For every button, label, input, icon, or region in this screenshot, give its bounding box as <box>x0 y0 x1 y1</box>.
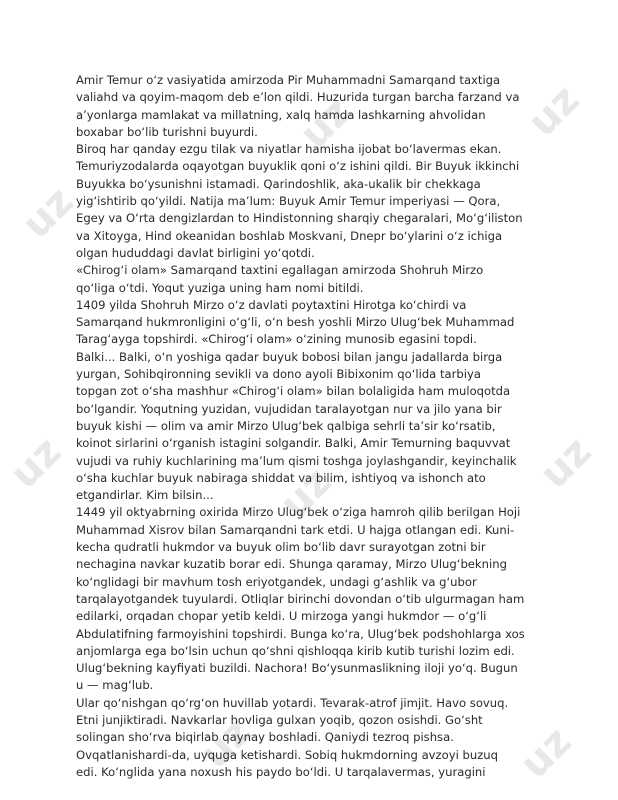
text-line: anjomlarga ega bo‘lsin uchun qo‘shni qishloqqa kirib kutib turishi lozim edi. <box>76 643 515 658</box>
paragraph <box>76 262 556 297</box>
text-line: Balki... Balki, o‘n yoshiga qadar buyuk bobosi bilan jangu jadallarda birga <box>76 349 503 364</box>
text-line: Samarqand hukmronligini o‘g‘li, o‘n besh yoshli Mirzo Ulug‘bek Muhammad <box>76 315 515 330</box>
text-line: ko‘nglidagi bir mavhum tosh eriyotgandek, undagi g‘ashlik va g‘ubor <box>76 574 477 589</box>
text-line: «Chirog‘i olam» Samarqand taxtini egallagan amirzoda Shohruh Mirzo <box>76 263 484 278</box>
paragraph <box>76 141 556 262</box>
watermark-text: uz <box>511 718 581 788</box>
text-line: Abdulatifning farmoyishini topshirdi. Bunga ko‘ra, Ulug‘bek podshohlarga xos <box>76 626 525 641</box>
text-line: 1409 yilda Shohruh Mirzo o‘z davlati poytaxtini Hirotga ko‘chirdi va <box>76 297 467 312</box>
watermark-text: uz <box>291 88 361 158</box>
text-line: a’yonlarga mamlakat va millatning, xalq hamda lashkarning ahvolidan <box>76 107 486 122</box>
text-line: buyuk kishi — olim va amir Mirzo Ulug‘bek qalbiga sehrli ta’sir ko‘rsatib, <box>76 418 496 433</box>
text-line: o‘sha kuchlar buyuk nabiraga shiddat va bilim, ishtiyoq va ishonch ato <box>76 470 486 485</box>
text-line: Buyukka bo‘ysunishni istamadi. Qarindoshlik, aka-ukalik bir chekkaga <box>76 176 481 191</box>
text-line: bo‘lgandir. Yoqutning yuzidan, vujudidan taralayotgan nur va jilo yana bir <box>76 401 502 416</box>
text-line: Egey va O‘rta dengizlardan to Hindistonning sharqiy chegaralari, Mo‘g‘iliston <box>76 211 523 226</box>
watermark-text: uz <box>531 428 601 498</box>
watermark-text: uz <box>13 178 83 248</box>
paragraph <box>76 695 556 781</box>
text-line: Ulug‘bekning kayfiyati buzildi. Nachora! Bo‘ysunmaslikning iloji yo‘q. Bugun <box>76 661 518 676</box>
text-line: solingan sho‘rva biqirlab qaynay boshladi. Qaniydi tezroq pishsa. <box>76 730 454 745</box>
text-line: u — mag‘lub. <box>76 678 154 693</box>
text-line: Tarag‘ayga topshirdi. «Chirog‘i olam» o‘zining munosib egasini topdi. <box>76 332 477 347</box>
paragraph <box>76 349 556 505</box>
text-line: 1449 yil oktyabrning oxirida Mirzo Ulug‘bek o‘ziga hamroh qilib berilgan Hoji <box>76 505 521 520</box>
text-line: Amir Temur o‘z vasiyatida amirzoda Pir Muhammadni Samarqand taxtiga <box>76 73 501 87</box>
text-line: koinot sirlarini o‘rganish istagini solgandir. Balki, Amir Temurning baquvvat <box>76 436 511 451</box>
text-line: olgan hududdagi davlat birligini yo‘qotdi. <box>76 245 315 260</box>
text-line: kecha qudratli hukmdor va buyuk olim bo‘lib davr surayotgan zotni bir <box>76 540 486 555</box>
text-line: va Xitoyga, Hind okeanidan boshlab Moskvani, Dnepr bo‘ylarini o‘z ichiga <box>76 228 503 243</box>
text-line: vujudi va ruhiy kuchlarining ma’lum qismi toshga joylashgandir, keyinchalik <box>76 453 517 468</box>
text-line: Temuriyzodalarda oqayotgan buyuklik qoni o‘z ishini qildi. Bir Buyuk ikkinchi <box>76 159 520 174</box>
paragraph <box>76 297 556 349</box>
paragraph <box>76 504 556 694</box>
text-line: Etni junjiktiradi. Navkarlar hovliga gulxan yoqib, qozon osishdi. Go‘sht <box>76 712 483 727</box>
text-line: boxabar bo‘lib turishni buyurdi. <box>76 124 258 139</box>
text-line: topgan zot o‘sha mashhur «Chirog‘i olam» bilan bolaligida ham muloqotda <box>76 384 511 399</box>
text-line: Ular qo‘nishgan qo‘rg‘on huvillab yotardi. Tevarak-atrof jimjit. Havo sovuq. <box>76 695 509 710</box>
watermark-text: uz <box>191 708 261 778</box>
text-line: Muhammad Xisrov bilan Samarqandni tark etdi. U hajga otlangan edi. Kuni- <box>76 522 515 537</box>
text-line: etgandirlar. Kim bilsin... <box>76 488 214 503</box>
text-line: edi. Ko‘nglida yana noxush his paydo bo‘ldi. U tarqalavermas, yuragini <box>76 764 486 779</box>
text-line: yig‘ishtirib qo‘yildi. Natija ma’lum: Buyuk Amir Temur imperiyasi — Qora, <box>76 194 501 209</box>
text-line: valiahd va qoyim-maqom deb e’lon qildi. Huzurida turgan barcha farzand va <box>76 90 520 105</box>
watermark-text: uz <box>519 76 589 146</box>
body-text <box>76 72 556 781</box>
text-line: nechagina navkar kuzatib borar edi. Shunga qaramay, Mirzo Ulug‘bekning <box>76 557 507 572</box>
paragraph <box>76 72 556 141</box>
watermark-text: uz <box>271 458 341 528</box>
text-line: Ovqatlanishardi-da, uyquga ketishardi. Sobiq hukmdorning avzoyi buzuq <box>76 747 498 762</box>
text-line: qo‘liga o‘tdi. Yoqut yuziga uning ham nomi bitildi. <box>76 280 364 295</box>
text-line: tarqalayotgandek tuyulardi. Otliqlar birinchi dovondan o‘tib ulgurmagan ham <box>76 591 525 606</box>
text-line: edilarki, orqadan chopar yetib keldi. U mirzoga yangi hukmdor — o‘g‘li <box>76 609 487 624</box>
text-line: yurgan, Sohibqironning sevikli va dono ayoli Bibixonim qo‘lida tarbiya <box>76 367 481 382</box>
watermark-text: uz <box>1 428 71 498</box>
text-line: Biroq har qanday ezgu tilak va niyatlar hamisha ijobat bo‘lavermas ekan. <box>76 142 502 157</box>
